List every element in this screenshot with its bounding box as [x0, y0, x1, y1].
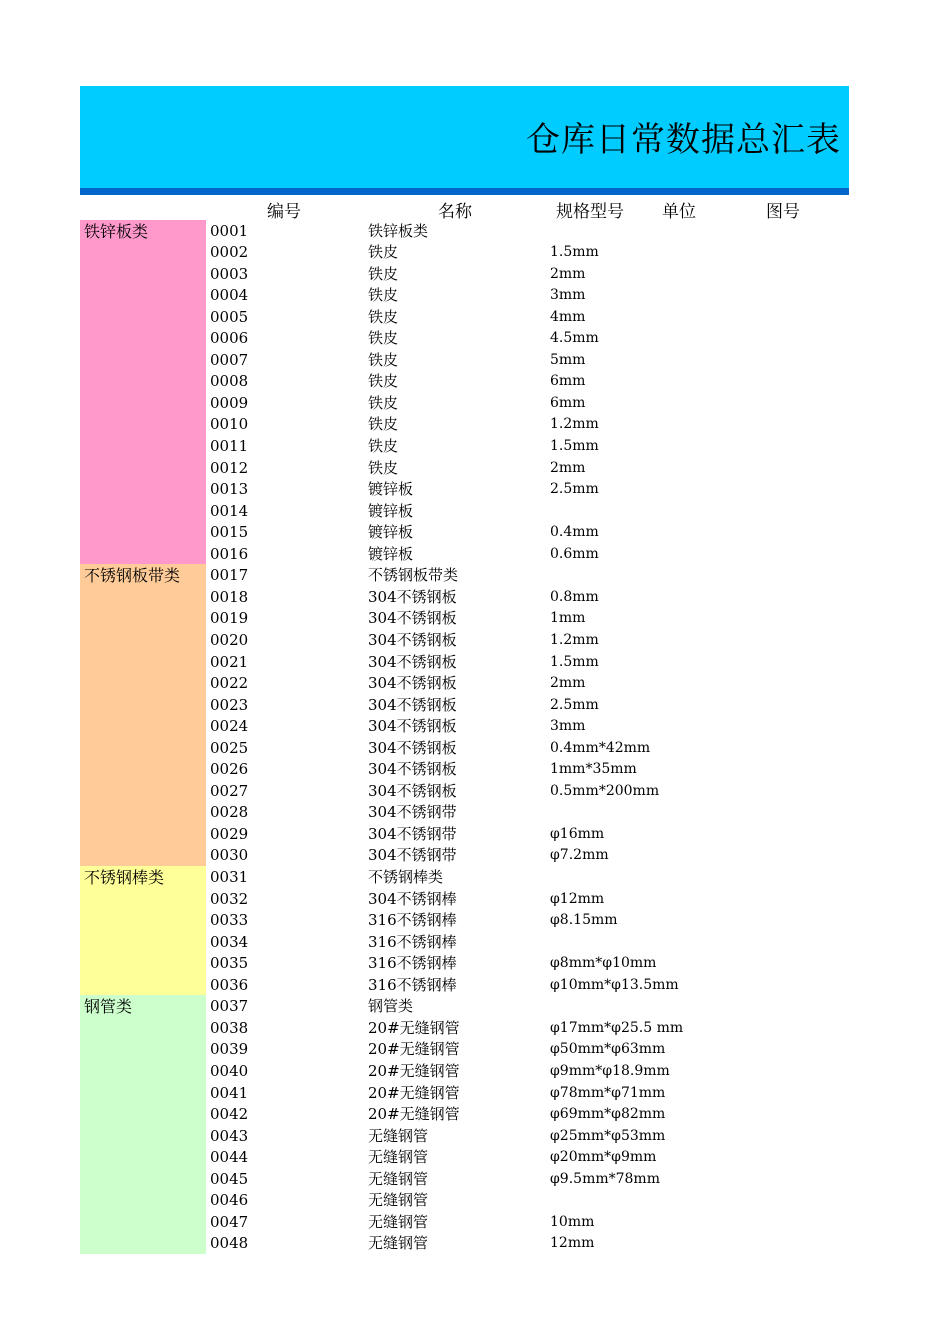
cell-spec: 0.4mm*42mm [550, 739, 651, 756]
cell-spec: φ69mm*φ82mm [550, 1106, 666, 1123]
cell-code: 0006 [210, 329, 249, 348]
cell-code: 0045 [210, 1169, 249, 1188]
cell-name: 304不锈钢带 [368, 803, 457, 822]
cell-spec: 1.5mm [550, 653, 599, 670]
cell-spec: 1.5mm [550, 244, 599, 261]
cell-code: 0001 [210, 221, 249, 240]
cell-code: 0032 [210, 889, 249, 908]
cell-name: 无缝钢管 [368, 1169, 429, 1188]
cell-code: 0039 [210, 1040, 249, 1059]
table-row [206, 586, 849, 608]
cell-code: 0040 [210, 1061, 249, 1080]
cell-code: 0033 [210, 911, 249, 930]
cell-spec: 6mm [550, 394, 586, 411]
header-code: 编号 [267, 202, 301, 222]
table-row [206, 1125, 849, 1147]
cell-spec: φ17mm*φ25.5 mm [550, 1019, 684, 1036]
table-row [206, 220, 849, 242]
cell-name: 铁皮 [368, 243, 399, 262]
title-banner [80, 86, 849, 188]
cell-spec: φ78mm*φ71mm [550, 1084, 666, 1101]
cell-code: 0013 [210, 480, 249, 499]
cell-spec: φ8mm*φ10mm [550, 955, 657, 972]
cell-spec: 0.4mm [550, 524, 599, 541]
cell-spec: 0.5mm*200mm [550, 782, 660, 799]
cell-name: 316不锈钢棒 [368, 954, 457, 973]
cell-name: 304不锈钢板 [368, 781, 457, 800]
table-row [206, 801, 849, 823]
cell-spec: 4mm [550, 308, 586, 325]
table-row [206, 306, 849, 328]
cell-name: 无缝钢管 [368, 1234, 429, 1253]
table-row [206, 543, 849, 565]
cell-spec: 2mm [550, 675, 586, 692]
cell-spec: φ12mm [550, 890, 605, 907]
cell-code: 0022 [210, 674, 249, 693]
cell-code: 0036 [210, 975, 249, 994]
table-row [206, 284, 849, 306]
table-row [206, 327, 849, 349]
table-row [206, 349, 849, 371]
table-row [206, 413, 849, 435]
cell-name: 铁皮 [368, 372, 399, 391]
cell-name: 钢管类 [368, 997, 414, 1016]
cell-spec: 1.2mm [550, 631, 599, 648]
cell-spec: 3mm [550, 287, 586, 304]
cell-code: 0025 [210, 738, 249, 757]
cell-name: 镀锌板 [368, 523, 414, 542]
cell-code: 0031 [210, 868, 249, 886]
cell-spec: 6mm [550, 373, 586, 390]
cell-code: 0016 [210, 544, 249, 563]
cell-spec: φ10mm*φ13.5mm [550, 976, 679, 993]
cell-code: 0007 [210, 350, 249, 369]
cell-code: 0037 [210, 997, 249, 1016]
cell-spec: 1.2mm [550, 416, 599, 433]
cell-name: 铁皮 [368, 415, 399, 434]
cell-code: 0005 [210, 307, 249, 326]
cell-name: 镀锌板 [368, 544, 414, 563]
cell-code: 0046 [210, 1191, 249, 1210]
cell-name: 镀锌板 [368, 501, 414, 520]
category-cell: 铁锌板类 [80, 220, 206, 565]
cell-code: 0017 [210, 566, 249, 585]
table-row [206, 457, 849, 479]
cell-spec: 2mm [550, 265, 586, 282]
cell-code: 0003 [210, 264, 249, 283]
cell-code: 0012 [210, 458, 249, 477]
cell-code: 0008 [210, 372, 249, 391]
cell-code: 0034 [210, 932, 249, 951]
table-row [206, 909, 849, 931]
header-drawing: 图号 [766, 202, 800, 222]
cell-name: 铁皮 [368, 458, 399, 477]
table-row [206, 758, 849, 780]
cell-spec: 1mm*35mm [550, 761, 637, 778]
cell-code: 0018 [210, 587, 249, 606]
table-row [206, 844, 849, 866]
header-name: 名称 [438, 202, 472, 222]
cell-spec: φ50mm*φ63mm [550, 1041, 666, 1058]
cell-code: 0020 [210, 630, 249, 649]
cell-spec: 4.5mm [550, 330, 599, 347]
cell-spec: 0.8mm [550, 588, 599, 605]
table-row [206, 823, 849, 845]
table-row [206, 1146, 849, 1168]
cell-name: 304不锈钢板 [368, 587, 457, 606]
cell-name: 无缝钢管 [368, 1191, 429, 1210]
cell-name: 304不锈钢板 [368, 760, 457, 779]
table-row [206, 241, 849, 263]
table-row [206, 435, 849, 457]
cell-code: 0026 [210, 760, 249, 779]
cell-spec: 2mm [550, 459, 586, 476]
table-row [206, 629, 849, 651]
table-row [206, 607, 849, 629]
table-row [206, 1017, 849, 1039]
cell-name: 铁皮 [368, 393, 399, 412]
table-row [206, 737, 849, 759]
cell-name: 304不锈钢板 [368, 674, 457, 693]
table-row [206, 866, 849, 888]
cell-name: 铁皮 [368, 264, 399, 283]
table-row [206, 500, 849, 522]
cell-name: 铁皮 [368, 286, 399, 305]
cell-code: 0043 [210, 1126, 249, 1145]
cell-spec: φ8.15mm [550, 912, 618, 929]
cell-name: 316不锈钢棒 [368, 975, 457, 994]
cell-code: 0004 [210, 286, 249, 305]
cell-name: 316不锈钢棒 [368, 911, 457, 930]
table-row [206, 1103, 849, 1125]
cell-spec: φ20mm*φ9mm [550, 1149, 657, 1166]
table-row [206, 1038, 849, 1060]
table-row [206, 478, 849, 500]
cell-name: 304不锈钢板 [368, 652, 457, 671]
category-cell: 不锈钢板带类 [80, 564, 206, 866]
cell-code: 0027 [210, 781, 249, 800]
cell-name: 不锈钢棒类 [368, 868, 444, 886]
cell-name: 304不锈钢板 [368, 630, 457, 649]
header-spec: 规格型号 [556, 202, 624, 222]
cell-code: 0021 [210, 652, 249, 671]
cell-code: 0009 [210, 393, 249, 412]
table-row [206, 392, 849, 414]
cell-spec: φ25mm*φ53mm [550, 1127, 666, 1144]
cell-code: 0030 [210, 846, 249, 865]
cell-code: 0015 [210, 523, 249, 542]
cell-spec: 5mm [550, 351, 586, 368]
cell-code: 0028 [210, 803, 249, 822]
cell-name: 20#无缝钢管 [368, 1061, 460, 1080]
cell-name: 304不锈钢板 [368, 609, 457, 628]
table-row [206, 888, 849, 910]
table-row [206, 651, 849, 673]
cell-name: 铁锌板类 [368, 221, 429, 240]
cell-spec: φ9.5mm*78mm [550, 1170, 660, 1187]
table-row [206, 1211, 849, 1233]
cell-name: 304不锈钢带 [368, 846, 457, 865]
table-row [206, 1168, 849, 1190]
table-row [206, 564, 849, 586]
cell-code: 0044 [210, 1148, 249, 1167]
banner-stripe [80, 188, 849, 195]
table-row [206, 370, 849, 392]
category-cell: 不锈钢棒类 [80, 866, 206, 995]
cell-name: 304不锈钢板 [368, 695, 457, 714]
cell-code: 0014 [210, 501, 249, 520]
cell-name: 铁皮 [368, 437, 399, 455]
cell-code: 0041 [210, 1083, 249, 1102]
cell-name: 不锈钢板带类 [368, 566, 459, 585]
cell-code: 0024 [210, 717, 249, 736]
cell-name: 无缝钢管 [368, 1148, 429, 1167]
cell-spec: 2.5mm [550, 696, 599, 713]
table-row [206, 931, 849, 953]
cell-code: 0038 [210, 1018, 249, 1037]
cell-name: 镀锌板 [368, 480, 414, 499]
table-row [206, 694, 849, 716]
cell-name: 304不锈钢板 [368, 738, 457, 757]
cell-name: 无缝钢管 [368, 1212, 429, 1231]
table-row [206, 715, 849, 737]
cell-name: 20#无缝钢管 [368, 1018, 460, 1037]
cell-spec: 12mm [550, 1235, 595, 1252]
cell-spec: 10mm [550, 1213, 595, 1230]
cell-code: 0019 [210, 609, 249, 628]
header-unit: 单位 [662, 202, 696, 222]
table-row [206, 780, 849, 802]
table-row [206, 1232, 849, 1254]
cell-spec: 3mm [550, 718, 586, 735]
table-row [206, 263, 849, 285]
table-row [206, 1082, 849, 1104]
table-row [206, 995, 849, 1017]
cell-code: 0047 [210, 1212, 249, 1231]
cell-code: 0010 [210, 415, 249, 434]
category-cell: 钢管类 [80, 995, 206, 1254]
cell-name: 316不锈钢棒 [368, 932, 457, 951]
cell-spec: φ7.2mm [550, 847, 609, 864]
cell-name: 304不锈钢带 [368, 824, 457, 843]
cell-code: 0035 [210, 954, 249, 973]
cell-name: 20#无缝钢管 [368, 1105, 460, 1124]
cell-spec: φ16mm [550, 825, 605, 842]
cell-name: 无缝钢管 [368, 1126, 429, 1145]
cell-code: 0048 [210, 1234, 249, 1253]
cell-spec: 1mm [550, 610, 586, 627]
cell-spec: 0.6mm [550, 545, 599, 562]
cell-name: 20#无缝钢管 [368, 1083, 460, 1102]
cell-name: 铁皮 [368, 350, 399, 369]
cell-spec: 1.5mm [550, 438, 599, 454]
sheet-title: 仓库日常数据总汇表 [526, 120, 841, 160]
table-row [206, 1060, 849, 1082]
cell-name: 铁皮 [368, 307, 399, 326]
table-row [206, 521, 849, 543]
cell-spec: 2.5mm [550, 481, 599, 498]
cell-code: 0042 [210, 1105, 249, 1124]
cell-code: 0029 [210, 824, 249, 843]
cell-code: 0011 [210, 437, 249, 455]
cell-name: 304不锈钢板 [368, 717, 457, 736]
cell-code: 0002 [210, 243, 249, 262]
table-row [206, 672, 849, 694]
cell-spec: φ9mm*φ18.9mm [550, 1062, 670, 1079]
cell-name: 304不锈钢棒 [368, 889, 457, 908]
table-row [206, 1189, 849, 1211]
cell-name: 20#无缝钢管 [368, 1040, 460, 1059]
cell-code: 0023 [210, 695, 249, 714]
table-row [206, 974, 849, 996]
table-row [206, 952, 849, 974]
cell-name: 铁皮 [368, 329, 399, 348]
